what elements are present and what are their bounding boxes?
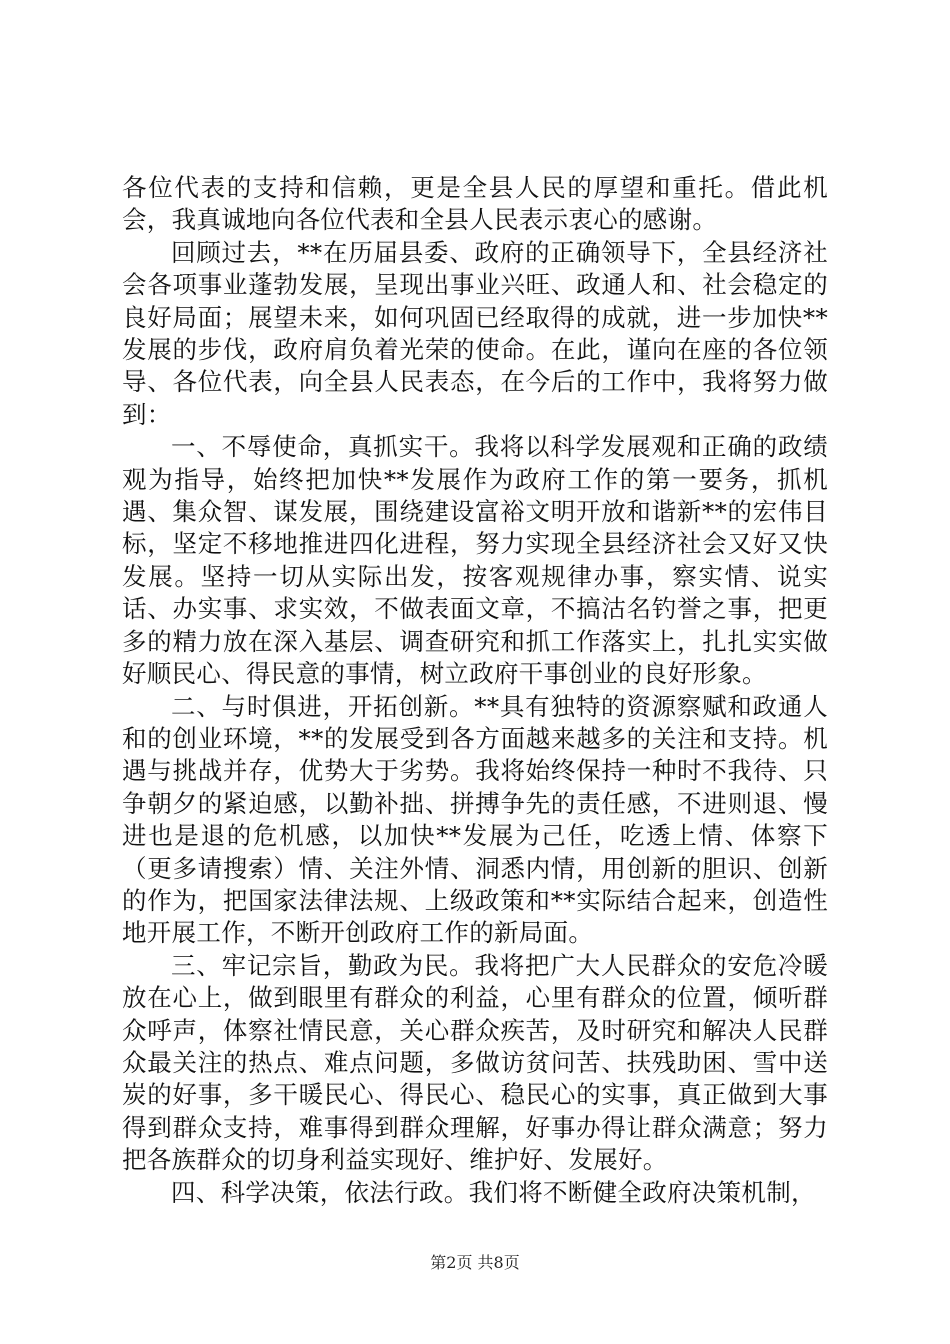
paragraph-review: 回顾过去，**在历届县委、政府的正确领导下，全县经济社会各项事业蓬勃发展，呈现出事业兴旺、政通人和、社会稳定的良好局面；展望未来，如何巩固已经取得的成就，进一步加快**发展的步伐，政府肩负着光荣的使命。在此，谨向在座的各位领导、各位代表，向全县人民表态，在今后的工作中，我将努力做到： [122,237,828,429]
page-number-footer: 第2页 共8页 [430,1253,520,1272]
paragraph-point-three: 三、牢记宗旨，勤政为民。我将把广大人民群众的安危冷暖放在心上，做到眼里有群众的利益，心里有群众的位置，倾听群众呼声，体察社情民意，关心群众疾苦，及时研究和解决人民群众最关注的热点、难点问题，多做访贫问苦、扶残助困、雪中送炭的好事，多干暖民心、得民心、稳民心的实事，真正做到大事得到群众支持，难事得到群众理解，好事办得让群众满意；努力把各族群众的切身利益实现好、维护好、发展好。 [122,950,828,1175]
paragraph-continuation: 各位代表的支持和信赖，更是全县人民的厚望和重托。借此机会，我真诚地向各位代表和全县人民表示衷心的感谢。 [122,173,828,235]
paragraph-point-four: 四、科学决策，依法行政。我们将不断健全政府决策机制， [171,1177,816,1207]
paragraph-point-two: 二、与时俱进，开拓创新。**具有独特的资源察赋和政通人和的创业环境，**的发展受到各方面越来越多的关注和支持。机遇与挑战并存，优势大于劣势。我将始终保持一种时不我待、只争朝夕的紧迫感，以勤补拙、拼搏争先的责任感，不进则退、慢进也是退的危机感，以加快**发展为己任，吃透上情、体察下（更多请搜索）情、关注外情、洞悉内情，用创新的胆识、创新的作为，把国家法律法规、上级政策和**实际结合起来，创造性地开展工作，不断开创政府工作的新局面。 [122,691,828,948]
paragraph-point-one: 一、不辱使命，真抓实干。我将以科学发展观和正确的政绩观为指导，始终把加快**发展作为政府工作的第一要务，抓机遇、集众智、谋发展，围绕建设富裕文明开放和谐新**的宏伟目标，坚定不移地推进四化进程，努力实现全县经济社会又好又快发展。坚持一切从实际出发，按客观规律办事，察实情、说实话、办实事、求实效，不做表面文章，不搞沽名钓誉之事，把更多的精力放在深入基层、调查研究和抓工作落实上，扎扎实实做好顺民心、得民意的事情，树立政府干事创业的良好形象。 [122,432,828,689]
document-body [122,172,828,1209]
